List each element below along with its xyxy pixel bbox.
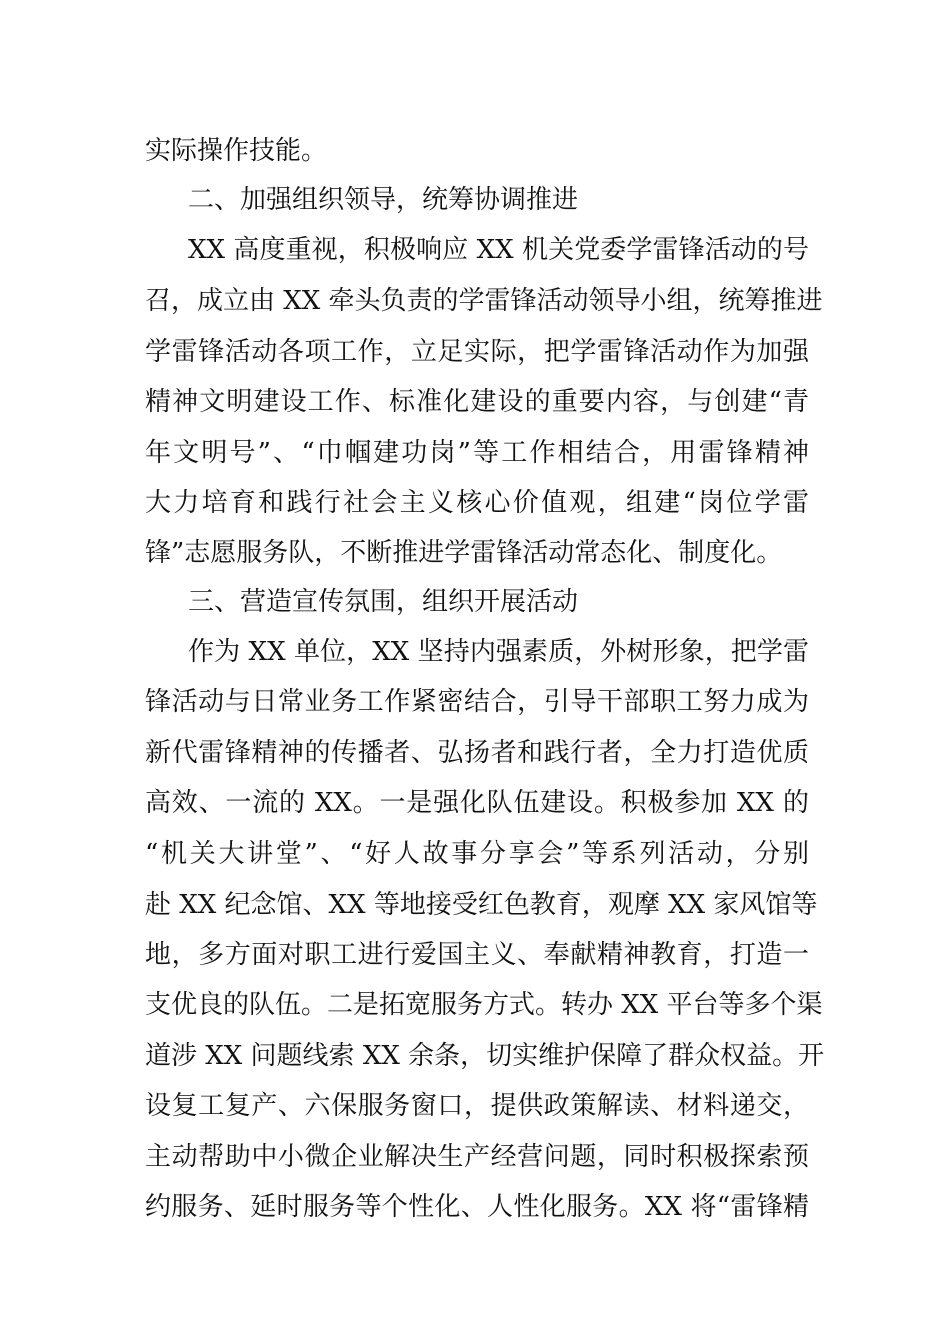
- paragraph-line: 作为 XX 单位，XX 坚持内强素质，外树形象，把学雷: [188, 637, 809, 667]
- paragraph-line: 学雷锋活动各项工作，立足实际，把学雷锋活动作为加强: [145, 337, 809, 367]
- paragraph-line: 高效、一流的 XX。一是强化队伍建设。积极参加 XX 的: [145, 788, 809, 818]
- paragraph-line: 精神文明建设工作、标准化建设的重要内容，与创建“青: [145, 387, 809, 417]
- section-heading-2: 二、加强组织领导，统筹协调推进: [188, 185, 579, 215]
- paragraph-line: “机关大讲堂”、“好人故事分享会”等系列活动，分别: [145, 839, 809, 869]
- paragraph-line: 赴 XX 纪念馆、XX 等地接受红色教育，观摩 XX 家风馆等: [145, 890, 818, 920]
- paragraph-line: 召，成立由 XX 牵头负责的学雷锋活动领导小组，统筹推进: [145, 286, 823, 316]
- paragraph-line: 新代雷锋精神的传播者、弘扬者和践行者，全力打造优质: [145, 738, 809, 768]
- paragraph-line: 设复工复产、六保服务窗口，提供政策解读、材料递交，: [145, 1091, 809, 1121]
- paragraph-line: 地，多方面对职工进行爱国主义、奉献精神教育，打造一: [145, 940, 809, 970]
- paragraph-line: 锋活动与日常业务工作紧密结合，引导干部职工努力成为: [145, 687, 809, 717]
- paragraph-line: 年文明号”、“巾帼建功岗”等工作相结合，用雷锋精神: [145, 438, 809, 468]
- paragraph-line: 大力培育和践行社会主义核心价值观，组建“岗位学雷: [145, 488, 809, 518]
- paragraph-line: 约服务、延时服务等个性化、人性化服务。XX 将“雷锋精: [145, 1192, 809, 1222]
- paragraph-line: 支优良的队伍。二是拓宽服务方式。转办 XX 平台等多个渠: [145, 990, 823, 1020]
- paragraph-line: XX 高度重视，积极响应 XX 机关党委学雷锋活动的号: [188, 235, 809, 265]
- paragraph-line: 主动帮助中小微企业解决生产经营问题，同时积极探索预: [145, 1142, 809, 1172]
- paragraph-line: 道涉 XX 问题线索 XX 余条，切实维护保障了群众权益。开: [145, 1041, 825, 1071]
- paragraph-line: 锋”志愿服务队，不断推进学雷锋活动常态化、制度化。: [145, 538, 783, 568]
- text-line: 实际操作技能。: [145, 136, 328, 166]
- section-heading-3: 三、营造宣传氛围，组织开展活动: [188, 587, 579, 617]
